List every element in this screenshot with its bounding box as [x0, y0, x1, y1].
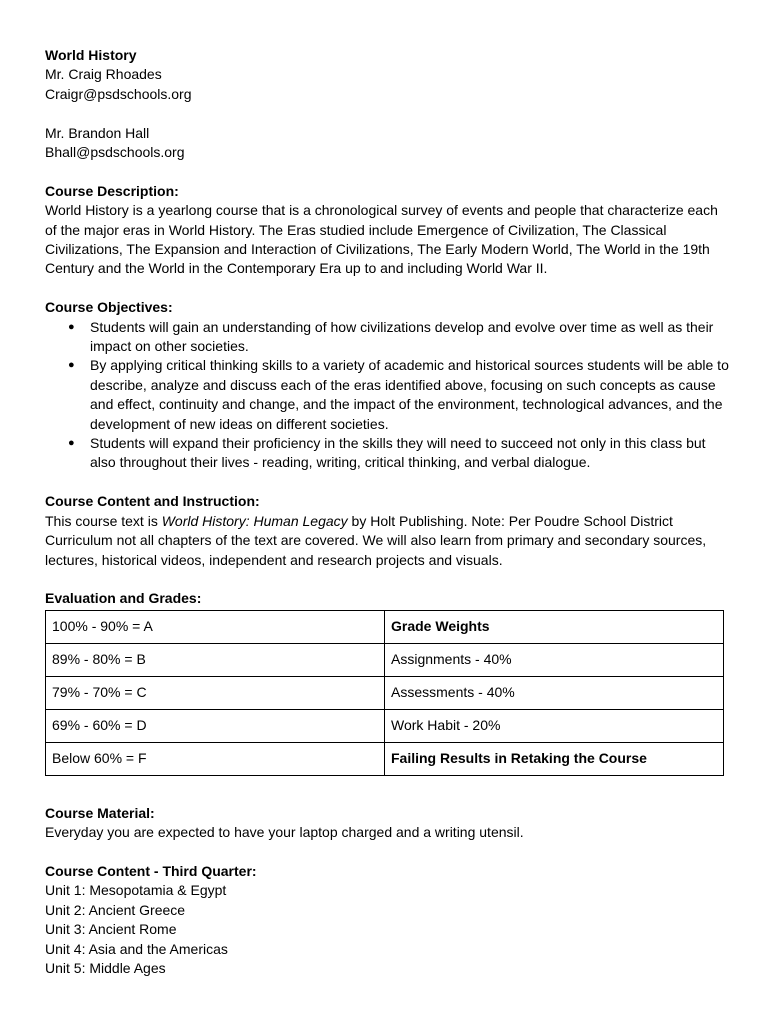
unit-item: Unit 1: Mesopotamia & Egypt — [45, 882, 227, 899]
table-row — [46, 742, 724, 775]
grade-scale-cell: 89% - 80% = B — [46, 643, 385, 676]
bullet-icon: ● — [68, 359, 75, 372]
description-line: of the major eras in World History. The Eras studied include Emergence of Civilization, The Classical — [45, 221, 667, 238]
grade-scale-cell: 69% - 60% = D — [46, 709, 385, 742]
objectives-list — [45, 318, 729, 473]
material-heading: Course Material: — [45, 804, 155, 821]
objective-line: impact on other societies. — [90, 338, 249, 355]
content-text: This course text is — [45, 512, 162, 529]
objective-line: Students will gain an understanding of how civilizations develop and evolve over time as well as their — [90, 318, 714, 335]
content-text: by Holt Publishing. Note: Per Poudre School District — [347, 512, 673, 529]
objective-line: and effect, continuity and change, and the impact of the environment, technological advances, and the — [90, 396, 723, 413]
evaluation-heading: Evaluation and Grades: — [45, 590, 202, 607]
content-heading: Course Content and Instruction: — [45, 493, 260, 510]
unit-item: Unit 4: Asia and the Americas — [45, 940, 228, 957]
table-row — [46, 709, 724, 742]
unit-item: Unit 2: Ancient Greece — [45, 901, 186, 918]
description-line: Civilizations, The Expansion and Interaction of Civilizations, The Early Modern World, The World in the 19th — [45, 241, 710, 258]
textbook-title: World History: Human Legacy — [161, 512, 348, 529]
objective-line: By applying critical thinking skills to a variety of academic and historical sources students will be able to — [90, 357, 729, 374]
unit-item: Unit 5: Middle Ages — [45, 959, 166, 976]
grade-scale-cell: Below 60% = F — [46, 742, 385, 775]
grade-weight-cell: Work Habit - 20% — [385, 709, 724, 742]
grade-scale-cell: 100% - 90% = A — [46, 610, 385, 643]
objective-item — [45, 434, 725, 473]
description-line: Century and the World in the Contemporary Era up to and including World War II. — [45, 260, 548, 277]
grade-scale-cell: 79% - 70% = C — [46, 676, 385, 709]
objectives-heading: Course Objectives: — [45, 299, 173, 316]
failing-note-cell: Failing Results in Retaking the Course — [385, 742, 724, 775]
objective-line: development of new ideas on different societies. — [90, 415, 389, 432]
material-text: Everyday you are expected to have your laptop charged and a writing utensil. — [45, 824, 524, 841]
teacher1-name: Mr. Craig Rhoades — [45, 66, 162, 83]
description-line: World History is a yearlong course that is a chronological survey of events and people that characterize each — [45, 202, 718, 219]
content-line: Curriculum not all chapters of the text are covered. We will also learn from primary and secondary sources, — [45, 532, 707, 549]
grades-table — [45, 610, 724, 776]
unit-item: Unit 3: Ancient Rome — [45, 921, 177, 938]
grade-weights-header: Grade Weights — [385, 610, 724, 643]
content-line — [45, 512, 725, 531]
objective-line: describe, analyze and discuss each of the eras identified above, focusing on such concepts as cause — [90, 376, 716, 393]
course-title: World History — [45, 47, 137, 63]
teacher2-name: Mr. Brandon Hall — [45, 124, 150, 141]
description-heading: Course Description: — [45, 182, 179, 199]
table-row — [46, 610, 724, 643]
objective-line: Students will expand their proficiency in the skills they will need to succeed not only in this class but — [90, 435, 706, 452]
third-quarter-heading: Course Content - Third Quarter: — [45, 862, 257, 879]
objective-item — [45, 318, 725, 357]
teacher2-email: Bhall@psdschools.org — [45, 144, 185, 161]
bullet-icon: ● — [68, 320, 75, 333]
grade-weight-cell: Assessments - 40% — [385, 676, 724, 709]
syllabus-page — [45, 46, 729, 978]
teacher1-email: Craigr@psdschools.org — [45, 85, 192, 102]
grade-weight-cell: Assignments - 40% — [385, 643, 724, 676]
table-row — [46, 643, 724, 676]
objective-line: also throughout their lives - reading, writing, critical thinking, and verbal dialogue. — [90, 454, 591, 471]
table-row — [46, 676, 724, 709]
objective-item — [45, 356, 729, 434]
content-line: lectures, historical videos, independent and research projects and visuals. — [45, 551, 503, 568]
bullet-icon: ● — [68, 437, 75, 450]
